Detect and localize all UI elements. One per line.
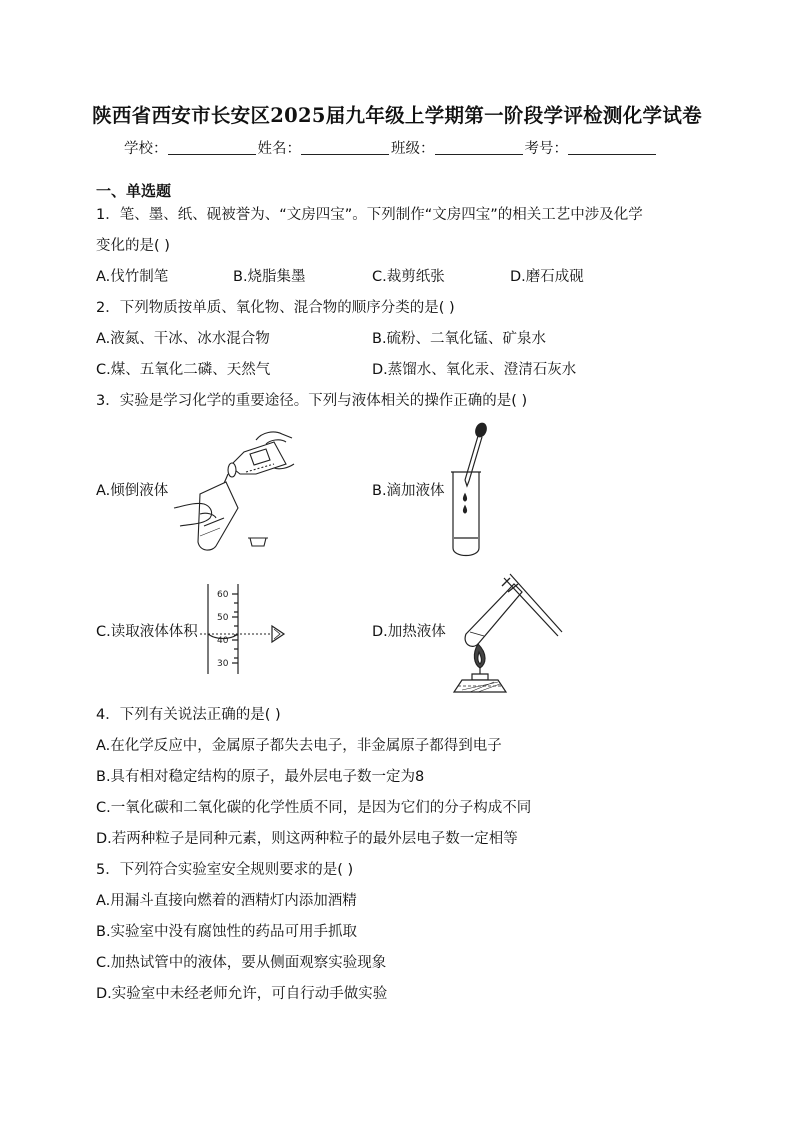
- q2-option-d[interactable]: D.蒸馏水、氧化汞、澄清石灰水: [372, 362, 577, 378]
- exam-no-label: 考号：: [524, 141, 568, 157]
- q4-option-d[interactable]: D.若两种粒子是同种元素，则这两种粒子的最外层电子数一定相等: [96, 831, 518, 847]
- q1-stem-line1: 1．笔、墨、纸、砚被誉为、“文房四宝”。下列制作“文房四宝”的相关工艺中涉及化学: [96, 207, 643, 223]
- q3-stem: 3．实验是学习化学的重要途径。下列与液体相关的操作正确的是( ): [96, 393, 528, 409]
- school-blank[interactable]: [168, 140, 256, 155]
- tick-label-40: 40: [217, 636, 229, 646]
- q3-option-b[interactable]: B.滴加液体: [372, 483, 445, 499]
- q1-option-d[interactable]: D.磨石成砚: [510, 269, 584, 285]
- q3-option-c[interactable]: C.读取液体体积: [96, 624, 198, 640]
- q5-option-c[interactable]: C.加热试管中的液体，要从侧面观察实验现象: [96, 955, 387, 971]
- q3-option-d[interactable]: D.加热液体: [372, 624, 446, 640]
- q5-option-d[interactable]: D.实验室中未经老师允许，可自行动手做实验: [96, 986, 388, 1002]
- q1-option-b[interactable]: B.烧脂集墨: [233, 269, 306, 285]
- q5-stem: 5．下列符合实验室安全规则要求的是( ): [96, 862, 354, 878]
- tick-label-60: 60: [217, 590, 229, 600]
- q4-option-a[interactable]: A.在化学反应中，金属原子都失去电子，非金属原子都得到电子: [96, 738, 502, 754]
- student-info-row: [124, 137, 658, 158]
- q4-stem: 4．下列有关说法正确的是( ): [96, 707, 281, 723]
- tick-label-50: 50: [217, 613, 229, 623]
- class-blank[interactable]: [435, 140, 523, 155]
- dropping-liquid-figure: [445, 420, 495, 560]
- measuring-cylinder-figure: [200, 582, 300, 677]
- q1-stem-line2: 变化的是( ): [96, 238, 170, 254]
- pouring-liquid-figure: [170, 428, 300, 553]
- heating-liquid-figure: [448, 574, 563, 696]
- school-label: 学校：: [124, 141, 168, 157]
- q4-option-b[interactable]: B.具有相对稳定结构的原子，最外层电子数一定为8: [96, 769, 425, 785]
- section-heading: 一、单选题: [96, 182, 172, 200]
- q2-option-b[interactable]: B.硫粉、二氧化锰、矿泉水: [372, 331, 547, 347]
- q5-option-a[interactable]: A.用漏斗直接向燃着的酒精灯内添加酒精: [96, 893, 357, 909]
- q2-option-a[interactable]: A.液氮、干冰、冰水混合物: [96, 331, 270, 347]
- q3-option-a[interactable]: A.倾倒液体: [96, 483, 169, 499]
- q4-option-c[interactable]: C.一氧化碳和二氧化碳的化学性质不同，是因为它们的分子构成不同: [96, 800, 532, 816]
- name-blank[interactable]: [301, 140, 389, 155]
- class-label: 班级：: [391, 141, 435, 157]
- q2-stem: 2．下列物质按单质、氧化物、混合物的顺序分类的是( ): [96, 300, 455, 316]
- exam-no-blank[interactable]: [568, 140, 656, 155]
- q1-option-a[interactable]: A.伐竹制笔: [96, 269, 169, 285]
- page-title: 陕西省西安市长安区2025届九年级上学期第一阶段学评检测化学试卷: [92, 104, 702, 127]
- name-label: 姓名：: [257, 141, 301, 157]
- tick-label-30: 30: [217, 659, 229, 669]
- q2-option-c[interactable]: C.煤、五氧化二磷、天然气: [96, 362, 271, 378]
- q1-option-c[interactable]: C.裁剪纸张: [372, 269, 445, 285]
- q5-option-b[interactable]: B.实验室中没有腐蚀性的药品可用手抓取: [96, 924, 358, 940]
